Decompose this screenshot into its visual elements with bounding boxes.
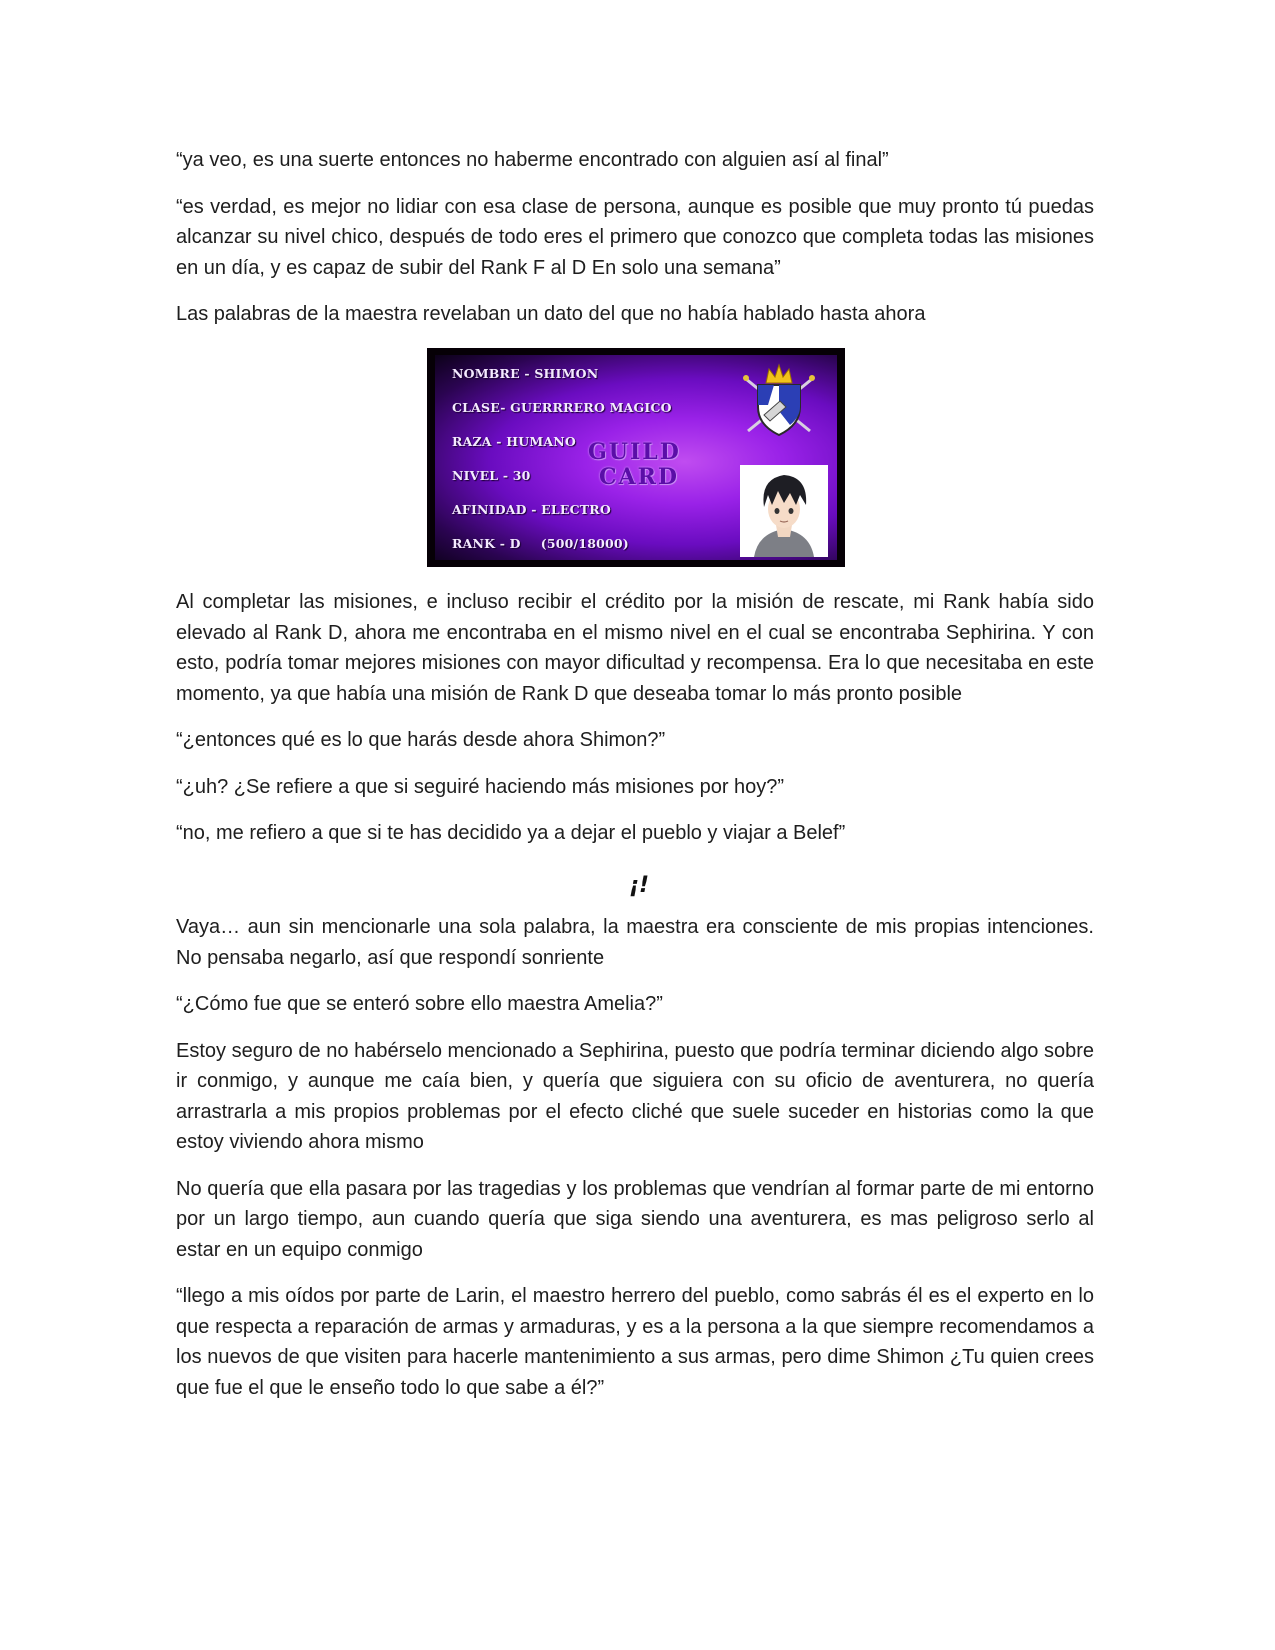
guild-card-background	[435, 355, 837, 560]
card-field-rank	[452, 536, 629, 551]
paragraph: “llego a mis oídos por parte de Larin, el maestro herrero del pueblo, como sabrás él es el experto en lo que respecta a reparación de armas y armaduras, y es a la persona a la que siempre recomendamos a los nuevos de que visiten para hacerle mantenimiento a sus armas, pero dime Shimon ¿Tu quien crees que fue el que le enseño todo lo que sabe a él?”	[176, 1285, 1094, 1399]
text-section-top	[176, 145, 1094, 346]
text-section-middle	[176, 587, 1094, 865]
card-title-guild: GUILD	[588, 439, 681, 465]
paragraph: “no, me refiero a que si te has decidido ya a dejar el pueblo y viajar a Belef”	[176, 822, 846, 844]
character-portrait	[740, 465, 828, 557]
paragraph: “¿Cómo fue que se enteró sobre ello maestra Amelia?”	[176, 993, 663, 1015]
card-rank-progress: (500/18000)	[540, 536, 629, 551]
card-field-race: RAZA - HUMANO	[452, 434, 576, 449]
card-field-affinity: AFINIDAD - ELECTRO	[452, 502, 611, 517]
paragraph: “es verdad, es mejor no lidiar con esa clase de persona, aunque es posible que muy pronto tú puedas alcanzar su nivel chico, después de todo eres el primero que conozco que completa todas las misiones en un día, y es capaz de subir del Rank F al D En solo una semana”	[176, 195, 1094, 279]
card-title-card: CARD	[599, 464, 679, 490]
paragraph: “¿entonces qué es lo que harás desde ahora Shimon?”	[176, 729, 666, 751]
paragraph: “ya veo, es una suerte entonces no haberme encontrado con alguien así al final”	[176, 149, 889, 171]
paragraph: No quería que ella pasara por las tragedias y los problemas que vendrían al formar parte de mi entorno por un largo tiempo, aun cuando quería que siga siendo una aventurera, es mas peligroso serlo al estar en un equipo conmigo	[176, 1177, 1094, 1261]
text-section-bottom	[176, 912, 1094, 1419]
section-separator: ¡!	[629, 873, 650, 898]
paragraph: Las palabras de la maestra revelaban un dato del que no había hablado hasta ahora	[176, 303, 926, 325]
paragraph: “¿uh? ¿Se refiere a que si seguiré haciendo más misiones por hoy?”	[176, 775, 785, 798]
paragraph: Vaya… aun sin mencionarle una sola palabra, la maestra era consciente de mis propias intenciones. No pensaba negarlo, así que respondí sonriente	[176, 916, 1094, 969]
guild-card-image	[427, 348, 845, 567]
card-field-name: NOMBRE - SHIMON	[452, 366, 599, 381]
paragraph: Estoy seguro de no habérselo mencionado a Sephirina, puesto que podría terminar diciendo algo sobre ir conmigo, y aunque me caía bien, y quería que siguiera con su oficio de aventurera, no quería arrastrarla a mis propios problemas por el efecto cliché que suele suceder en historias como la que estoy viviendo ahora mismo	[176, 1039, 1094, 1153]
card-rank-label: RANK - D	[452, 536, 521, 551]
card-field-class: CLASE- GUERRRERO MAGICO	[452, 400, 672, 415]
card-field-level: NIVEL - 30	[452, 468, 531, 483]
paragraph: Al completar las misiones, e incluso recibir el crédito por la misión de rescate, mi Rank había sido elevado al Rank D, ahora me encontraba en el mismo nivel en el cual se encontraba Sephirina. Y con esto, podría tomar mejores misiones con mayor dificultad y recompensa. Era lo que necesitaba en este momento, ya que había una misión de Rank D que deseaba tomar lo más pronto posible	[176, 591, 1094, 705]
crown-shield-icon	[740, 361, 818, 439]
